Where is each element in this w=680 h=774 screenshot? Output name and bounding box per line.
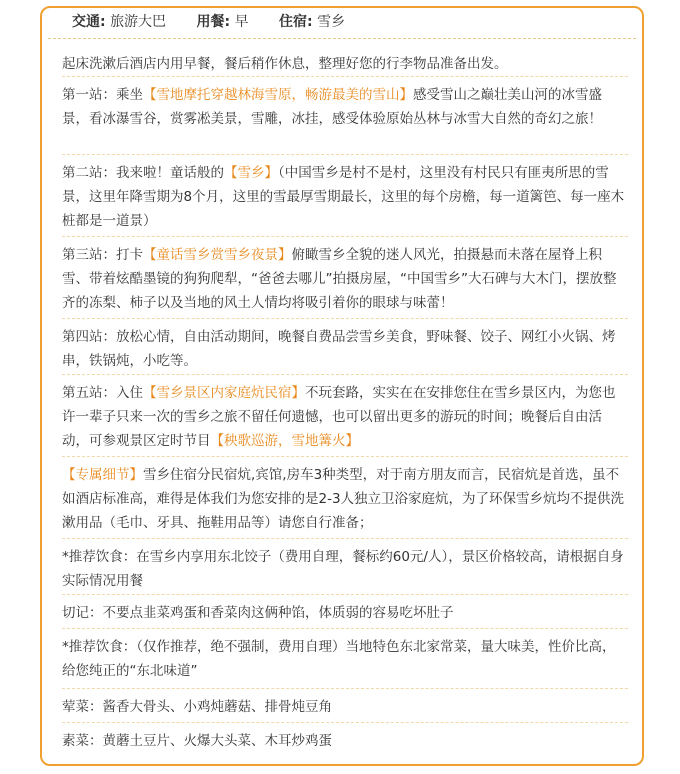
paragraph-food-tip-1	[62, 538, 628, 593]
day-summary-header	[48, 8, 636, 36]
body-text: 第三站：打卡	[62, 247, 143, 263]
body-text: 俯瞰雪乡全貌的迷人风光，拍摄悬而未落在屋脊上积雪、带着炫酷墨镜的狗狗爬犁，“爸爸去哪儿”拍摄房屋，“中国雪乡”大石碑与大木门，摆放整齐的冻梨、柿子以及当地的风土人情均将吸引着你的眼球与味蕾！	[62, 247, 617, 311]
paragraph-veg-dishes	[62, 722, 628, 753]
paragraph-breakfast	[62, 46, 628, 76]
meal-label: 用餐:	[196, 14, 231, 30]
highlight-text: 【雪乡】	[224, 165, 278, 181]
body-text: 起床洗漱后酒店内用早餐，餐后稍作休息，整理好您的行李物品准备出发。	[62, 56, 508, 72]
paragraph-caution	[62, 594, 628, 625]
highlight-text: 【专属细节】	[62, 467, 143, 483]
header-divider	[48, 38, 636, 39]
paragraph-stop-5	[62, 374, 628, 453]
highlight-text: 【秧歌巡游，雪地篝火】	[210, 433, 359, 449]
stay-value: 雪乡	[317, 14, 346, 30]
body-text: 第一站：乘坐	[62, 87, 143, 103]
body-text: 不玩套路，实实在在安排您住在雪乡景区内，为您也许一辈子只来一次的雪乡之旅不留任何遗憾，也可以留出更多的游玩的时间；晚餐后自由活动，可参观景区定时节目	[62, 385, 616, 449]
paragraph-meat-dishes	[62, 688, 628, 719]
body-text: 切记：不要点韭菜鸡蛋和香菜肉这俩种馅，体质弱的容易吃坏肚子	[62, 605, 454, 621]
body-text: 素菜：黄蘑土豆片、火爆大头菜、木耳炒鸡蛋	[62, 733, 332, 749]
transport-label: 交通:	[72, 14, 106, 30]
meal-value: 早	[234, 14, 249, 30]
highlight-text: 【童话雪乡赏雪乡夜景】	[143, 247, 292, 263]
highlight-text: 【雪乡景区内家庭炕民宿】	[143, 385, 305, 401]
transport-value: 旅游大巴	[110, 14, 167, 30]
paragraph-details	[62, 456, 628, 535]
stay-label: 住宿:	[279, 14, 313, 30]
body-text: 第五站：入住	[62, 385, 143, 401]
body-text: *推荐饮食：（仅作推荐，绝不强制，费用自理）当地特色东北家常菜，量大味美，性价比高，给您纯正的“东北味道”	[62, 639, 616, 679]
paragraph-stop-2	[62, 154, 628, 233]
paragraph-food-tip-2	[62, 628, 628, 683]
body-text: 感受雪山之巅壮美山河的冰雪盛景，看冰瀑雪谷，赏雾凇美景，雪雕，冰挂，感受体验原始丛林与冰雪大自然的奇幻之旅！	[62, 87, 602, 127]
body-text: 第四站：放松心情，自由活动期间，晚餐自费品尝雪乡美食，野味餐、饺子、网红小火锅、烤串，铁锅炖，小吃等。	[62, 329, 616, 369]
body-text: *推荐饮食：在雪乡内享用东北饺子（费用自理，餐标约60元/人），景区价格较高，请根据自身实际情况用餐	[62, 549, 624, 589]
body-text: 第二站：我来啦！童话般的	[62, 165, 224, 181]
body-text: 荤菜：酱香大骨头、小鸡炖蘑菇、排骨炖豆角	[62, 699, 332, 715]
paragraph-stop-3	[62, 236, 628, 315]
body-text: （中国雪乡是村不是村，这里没有村民只有匪夷所思的雪景，这里年降雪期为8个月，这里的雪最厚雪期最长，这里的每个房檐，每一道篱笆、每一座木桩都是一道景）	[62, 165, 625, 229]
paragraph-stop-4	[62, 318, 628, 373]
paragraph-stop-1	[62, 76, 628, 131]
body-text: 雪乡住宿分民宿炕,宾馆,房车3种类型，对于南方朋友而言，民宿炕是首选，虽不如酒店标准高，难得是体我们为您安排的是2-3人独立卫浴家庭炕，为了环保雪乡炕均不提供洗漱用品（毛巾、牙具、拖鞋用品等）请您自行准备；	[62, 467, 625, 531]
highlight-text: 【雪地摩托穿越林海雪原，畅游最美的雪山】	[143, 87, 413, 103]
